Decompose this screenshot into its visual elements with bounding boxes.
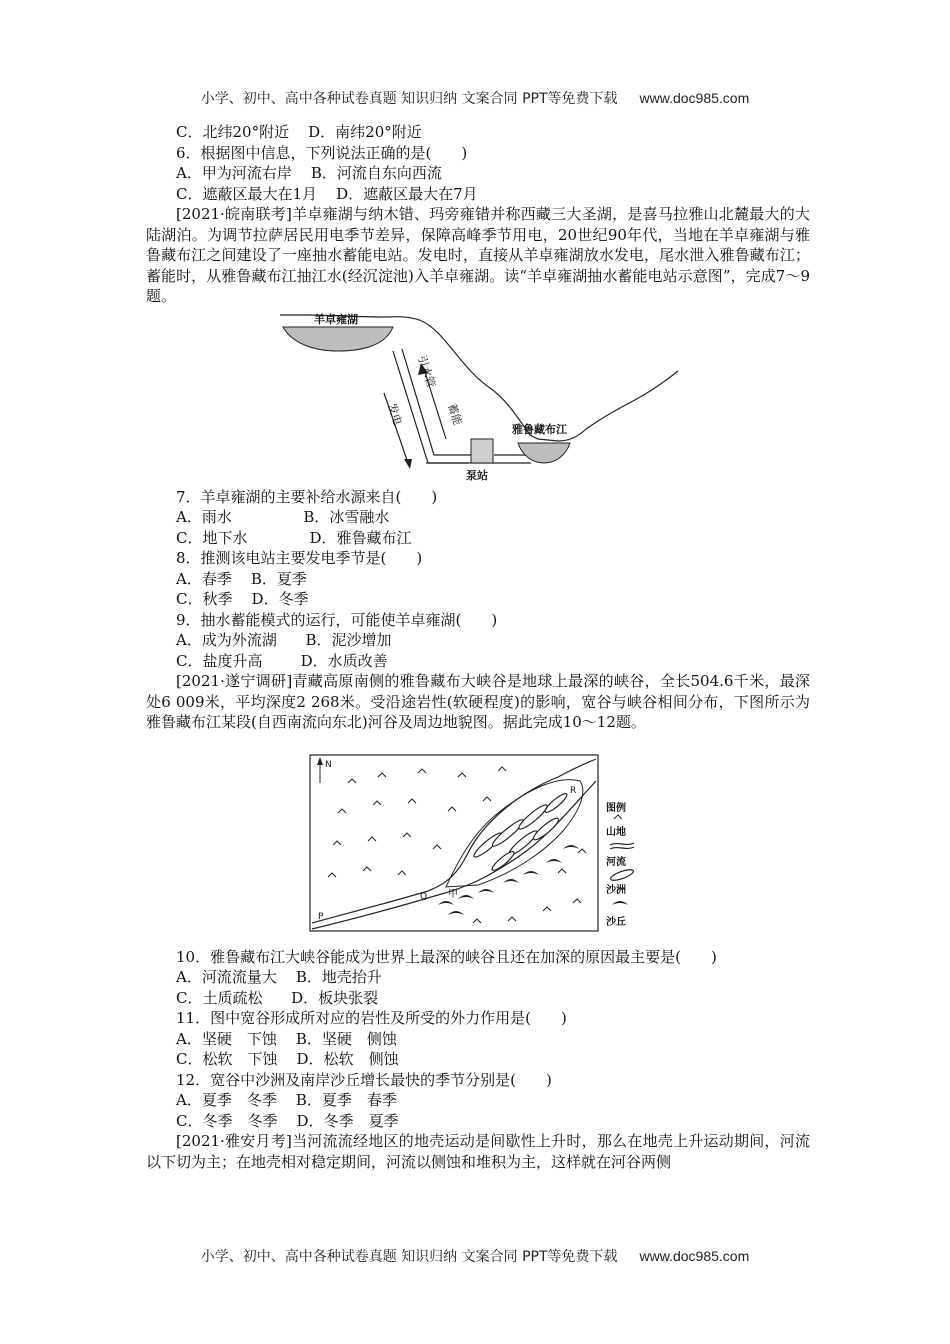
q8-stem: 8．推测该电站主要发电季节是( ) xyxy=(176,549,423,567)
q8-options-cd: C．秋季 D．冬季 xyxy=(176,590,309,608)
q11-options-ab: A．坚硬 下蚀 B．坚硬 侧蚀 xyxy=(176,1029,397,1048)
sandbar-icon xyxy=(610,867,635,882)
q12-options-cd: C．冬季 冬季 D．冬季 夏季 xyxy=(176,1111,399,1130)
north-label: N xyxy=(325,759,332,770)
down-arrow-icon xyxy=(404,459,412,469)
pipe-label: 引水管 xyxy=(415,353,438,389)
point-jia: 甲 xyxy=(448,888,458,900)
q9-options-cd: C．盐度升高 D．水质改善 xyxy=(176,651,388,670)
page-footer xyxy=(0,1246,950,1266)
header-site: www.doc985.com xyxy=(639,90,750,106)
q8-options-ab: A．春季 B．夏季 xyxy=(176,569,307,588)
point-p: P xyxy=(318,911,324,922)
footer-site: www.doc985.com xyxy=(639,1248,750,1264)
legend-title: 图例 xyxy=(606,802,626,814)
q10-stem: 10．雅鲁藏布江大峡谷能成为世界上最深的峡谷且还在加深的原因最主要是( ) xyxy=(176,947,717,966)
point-r: R xyxy=(570,785,577,796)
pump-station-box xyxy=(471,439,493,463)
passage-yamdrok: [2021·皖南联考]羊卓雍湖与纳木错、玛旁雍错并称西藏三大圣湖，是喜马拉雅山北麓最大的大陆湖泊。为调节拉萨居民用电季节差异，保障高峰季节用电，20世纪90年代，当地在羊卓雍湖与雅鲁藏布江之间建设了一座抽水蓄能电站。发电时，直接从羊卓雍湖放水发电，尾水泄入雅鲁藏布江；蓄能时，从雅鲁藏布江抽江水(经沉淀池)入羊卓雍湖。读“羊卓雍湖抽水蓄能电站示意图”，完成7～9题。 xyxy=(146,205,810,305)
q11-stem: 11．图中宽谷形成所对应的岩性及所受的外力作用是( ) xyxy=(176,1009,567,1027)
q9-stem: 9．抽水蓄能模式的运行，可能使羊卓雍湖( ) xyxy=(176,610,498,629)
q12-options-ab: A．夏季 冬季 B．夏季 春季 xyxy=(176,1091,397,1109)
yarlung-river-water xyxy=(518,443,570,463)
pumped-storage-diagram xyxy=(268,313,688,485)
legend-river: 河流 xyxy=(606,856,626,868)
q11-options-cd: C．松软 下蚀 D．松软 侧蚀 xyxy=(176,1050,399,1068)
footer-text: 小学、初中、高中各种试卷真题 知识归纳 文案合同 PPT等免费下载 xyxy=(200,1249,618,1265)
valley-landform-map xyxy=(308,753,648,937)
river-icon xyxy=(610,843,634,849)
q9-options-ab: A．成为外流湖 B．泥沙增加 xyxy=(176,631,392,649)
page-header xyxy=(0,88,950,108)
legend-mountain: 山地 xyxy=(606,826,626,838)
yamdrok-lake-water xyxy=(283,327,393,351)
dune-icon xyxy=(612,901,628,905)
legend-sandbar: 沙洲 xyxy=(606,884,626,896)
legend-dune: 沙丘 xyxy=(606,916,626,928)
q12-stem: 12．宽谷中沙洲及南岸沙丘增长最快的季节分别是( ) xyxy=(176,1070,552,1089)
point-q: Q xyxy=(420,891,428,902)
q6-options-cd: C．遮蔽区最大在1月 D．遮蔽区最大在7月 xyxy=(176,184,478,203)
q6-stem: 6．根据图中信息，下列说法正确的是( ) xyxy=(176,143,468,162)
mountain-icon xyxy=(614,815,622,819)
header-text: 小学、初中、高中各种试卷真题 知识归纳 文案合同 PPT等免费下载 xyxy=(200,91,618,107)
q7-stem: 7．羊卓雍湖的主要补给水源来自( ) xyxy=(176,487,438,506)
store-label: 蓄能 xyxy=(445,401,465,427)
q7-options-ab: A．雨水 B．冰雪融水 xyxy=(176,508,390,526)
q10-options-cd: C．土质疏松 D．板块张裂 xyxy=(176,988,379,1007)
generate-label: 发电 xyxy=(385,401,405,427)
station-label: 泵站 xyxy=(466,468,488,482)
document-body xyxy=(146,122,810,1172)
q10-options-ab: A．河流流量大 B．地壳抬升 xyxy=(176,968,382,986)
passage-grand-canyon: [2021·遂宁调研]青藏高原南侧的雅鲁藏布大峡谷是地球上最深的峡谷，全长504.6千米，最深处6 009米，平均深度2 268米。受沿途岩性(软硬程度)的影响，宽谷与峡谷相间分布，下图所示为雅鲁藏布江某段(自西南流向东北)河谷及周边地貌图。据此完成10～12题。 xyxy=(146,672,810,731)
q7-options-cd: C．地下水 D．雅鲁藏布江 xyxy=(176,528,412,547)
passage-river-terrace: [2021·雅安月考]当河流流经地区的地壳运动是间歇性上升时，那么在地壳上升运动期间，河流以下切为主；在地壳相对稳定期间，河流以侧蚀和堆积为主，这样就在河谷两侧 xyxy=(146,1132,810,1171)
q5-options-cd: C．北纬20°附近 D．南纬20°附近 xyxy=(176,123,422,141)
q6-options-ab: A．甲为河流右岸 B．河流自东向西流 xyxy=(176,164,442,182)
river-label: 雅鲁藏布江 xyxy=(512,422,567,436)
lake-label: 羊卓雍湖 xyxy=(314,312,358,326)
